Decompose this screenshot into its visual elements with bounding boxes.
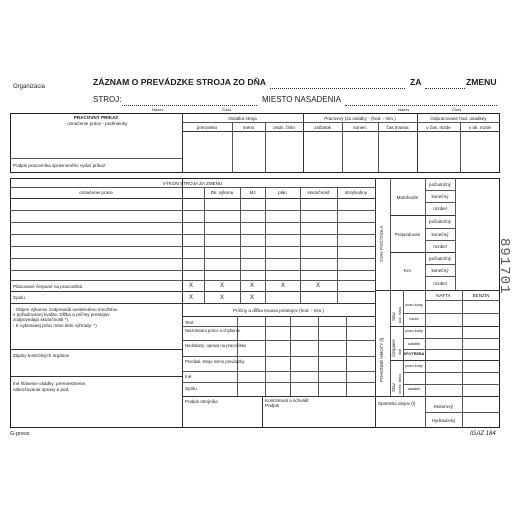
osadka-col-cislo: osob. číslo xyxy=(273,125,295,130)
stroj-label: STROJ: xyxy=(93,95,122,104)
serial-number: 891701 xyxy=(496,238,512,295)
stav-pocitadla-label: STAV POČÍTADLA xyxy=(379,225,384,262)
stav-row-rozdiel: rozdiel xyxy=(433,244,447,249)
organizacia-label: Organizácia xyxy=(13,84,46,90)
stav-group-km: Km xyxy=(404,268,411,273)
benzin-label: BENZÍN xyxy=(472,293,490,298)
pohonne-sub-konec: koneč. stavu xyxy=(398,373,402,394)
pracovny-cas-label: Pracovný (za osádky - (hod. - min.) xyxy=(324,116,396,121)
pohonne-group-stav: Stav xyxy=(391,312,396,321)
odpracovane-col-cas: v čas. mzde xyxy=(426,125,451,130)
priciny-row-2: Nedodaný, oprava na pracovisku xyxy=(185,343,247,348)
stav-row-rozdiel: rozdiel xyxy=(433,281,447,286)
ine-line-1: Iné hlásenie osádky: premiestnenie, xyxy=(13,381,87,386)
stav-row-konecny: konečný xyxy=(431,194,449,199)
x-mark: X xyxy=(188,283,193,289)
note-line-3: zodpovedajú skutočnosti *) xyxy=(13,317,68,322)
vykon-spolu: Spolu xyxy=(13,295,25,300)
osadka-label: Osádka stroja xyxy=(228,116,257,121)
pohonne-group-cerpanie: Čerpanie xyxy=(391,339,396,357)
miesto-label: MIESTO NASADENIA xyxy=(262,95,341,104)
miesto-nazov-sub: Názov xyxy=(398,107,410,112)
note-line-1: - Objem výkonov zodpovedá uvedenému množstvu xyxy=(13,307,118,312)
cas-col-koniec: koniec xyxy=(353,125,367,130)
vykon-title: VÝKON STROJA ZA ZMENU xyxy=(162,181,223,186)
zmenu-label: ZMENU xyxy=(466,77,497,87)
pohonne-row-salatek: salaték xyxy=(407,387,421,391)
podpis-label: Podpis xyxy=(265,403,280,408)
stav-row-pociatocny: počiatočný xyxy=(429,182,451,187)
stav-row-pociatocny: počiatočný xyxy=(429,219,451,224)
pracovny-prikaz-sub: - označenie práce - podmienky xyxy=(64,121,128,126)
stroj-cislo-sub: Číslo xyxy=(222,107,232,112)
podpis-prikaz-label: Podpis pracovníka správneného vydať príkaz: xyxy=(13,163,107,168)
vykon-col-mj: MJ xyxy=(249,190,256,195)
kontroloval-label: Kontroloval a schválil: xyxy=(265,398,310,403)
title-date-dots xyxy=(270,88,405,89)
x-mark: X xyxy=(249,283,254,289)
x-mark: X xyxy=(280,283,285,289)
stroj-dots xyxy=(122,105,257,106)
x-mark: X xyxy=(249,295,254,301)
ine-line-2: nákročovanie opravy a pod. xyxy=(13,387,70,392)
form-title: ZÁZNAM O PREVÁDZKE STROJA ZO DŇA xyxy=(93,77,266,87)
stav-row-konecny: konečný xyxy=(431,268,449,273)
priciny-title: Príčiny a dĺžka trvania prestojov (hod. - min.) xyxy=(233,308,324,313)
pohonne-row-salatek: salaték xyxy=(407,342,421,346)
priciny-row-1: Neizolovaní práce a chýbanie xyxy=(185,328,240,333)
cas-col-trvanie: čas trvania xyxy=(386,125,409,130)
stav-row-pociatocny: počiatočný xyxy=(429,256,451,261)
pohonne-row-pozokuby: pozo-kuby xyxy=(405,364,423,368)
pracovny-prikaz-label: PRACOVNÝ PRÍKAZ xyxy=(73,115,119,120)
hydraulicky-label: Hydraulický xyxy=(431,418,456,423)
footer-form-code: IGAZ 184 xyxy=(470,431,496,437)
za-label: ZA xyxy=(410,77,422,87)
pohonne-row-nadrz: nádrž xyxy=(409,317,419,321)
pohonne-row-pozokuby: pozo-kuby xyxy=(405,303,423,307)
odpracovane-col-uk: v úk. mzde xyxy=(468,125,492,130)
pohonne-group-stav: Stav xyxy=(391,383,396,392)
za-dots xyxy=(425,88,465,89)
vykon-col-strojhodiny: strojhodiny xyxy=(344,190,368,195)
stav-group-prejazdovan: Prejazdovan xyxy=(394,232,421,237)
priciny-row-4: Iné xyxy=(185,374,192,379)
priciny-row-5: Spolu xyxy=(185,386,197,391)
stroj-nazov-sub: Názov xyxy=(152,107,164,112)
x-mark: X xyxy=(315,283,320,289)
vykon-col-plan: plán xyxy=(278,190,287,195)
x-mark: X xyxy=(219,283,224,289)
miesto-dots xyxy=(345,105,497,106)
pohonne-sub-dod: dod xyxy=(398,349,402,355)
pohonne-sub-poc: poč. stavu xyxy=(398,306,402,323)
osadka-col-priezvisko: priezvisko xyxy=(196,125,218,130)
stav-group-motohodin: Motohodín xyxy=(396,195,419,200)
miesto-cislo-sub: Číslo xyxy=(452,107,462,112)
note-line-4: - K vykonanej práci mám tieto výhrady: *) xyxy=(13,323,97,328)
stav-row-konecny: konečný xyxy=(431,232,449,237)
zapisy-label: Zápisy kontrolných orgánov xyxy=(13,353,70,358)
vykon-col-oznacenie: označenie práce xyxy=(79,190,113,195)
vykon-col-dk: Dk. výkonu xyxy=(210,190,234,195)
note-line-2: v požadovanej kvalite. Dĺžka a príčiny prestojov xyxy=(13,312,110,317)
x-mark: X xyxy=(188,295,193,301)
pohonne-row-spotreba: SPOTREBA xyxy=(403,352,425,356)
priciny-row-3: Prenikal, stroje mimo prevádzky xyxy=(185,359,245,364)
x-mark: X xyxy=(219,295,224,301)
odpracovane-label: Odpracované hod. osádkey xyxy=(430,116,487,121)
cas-col-zaciatok: začiatok xyxy=(314,125,331,130)
spotreba-olejov-label: Spotreba olejov (l) xyxy=(378,401,416,406)
pohonne-hmoty-label: POHONNÉ HMOTY (l) xyxy=(379,337,384,382)
nafta-label: NAFTA xyxy=(436,293,451,298)
priciny-text-label: Text xyxy=(185,320,194,325)
osadka-col-meno: meno xyxy=(242,125,255,130)
motorovy-label: Motorový xyxy=(434,404,453,409)
stav-row-rozdiel: rozdiel xyxy=(433,206,447,211)
pohonne-row-pozokuby: pozo-kuby xyxy=(405,329,423,333)
vykon-plnenie: Plánované čerpané na pracoviská xyxy=(13,284,83,289)
vykon-col-skutocnost: skutočnosť xyxy=(307,190,330,195)
podpis-strojnika-label: Podpis strojníka xyxy=(185,399,218,404)
footer-publisher: G-press xyxy=(10,431,30,437)
